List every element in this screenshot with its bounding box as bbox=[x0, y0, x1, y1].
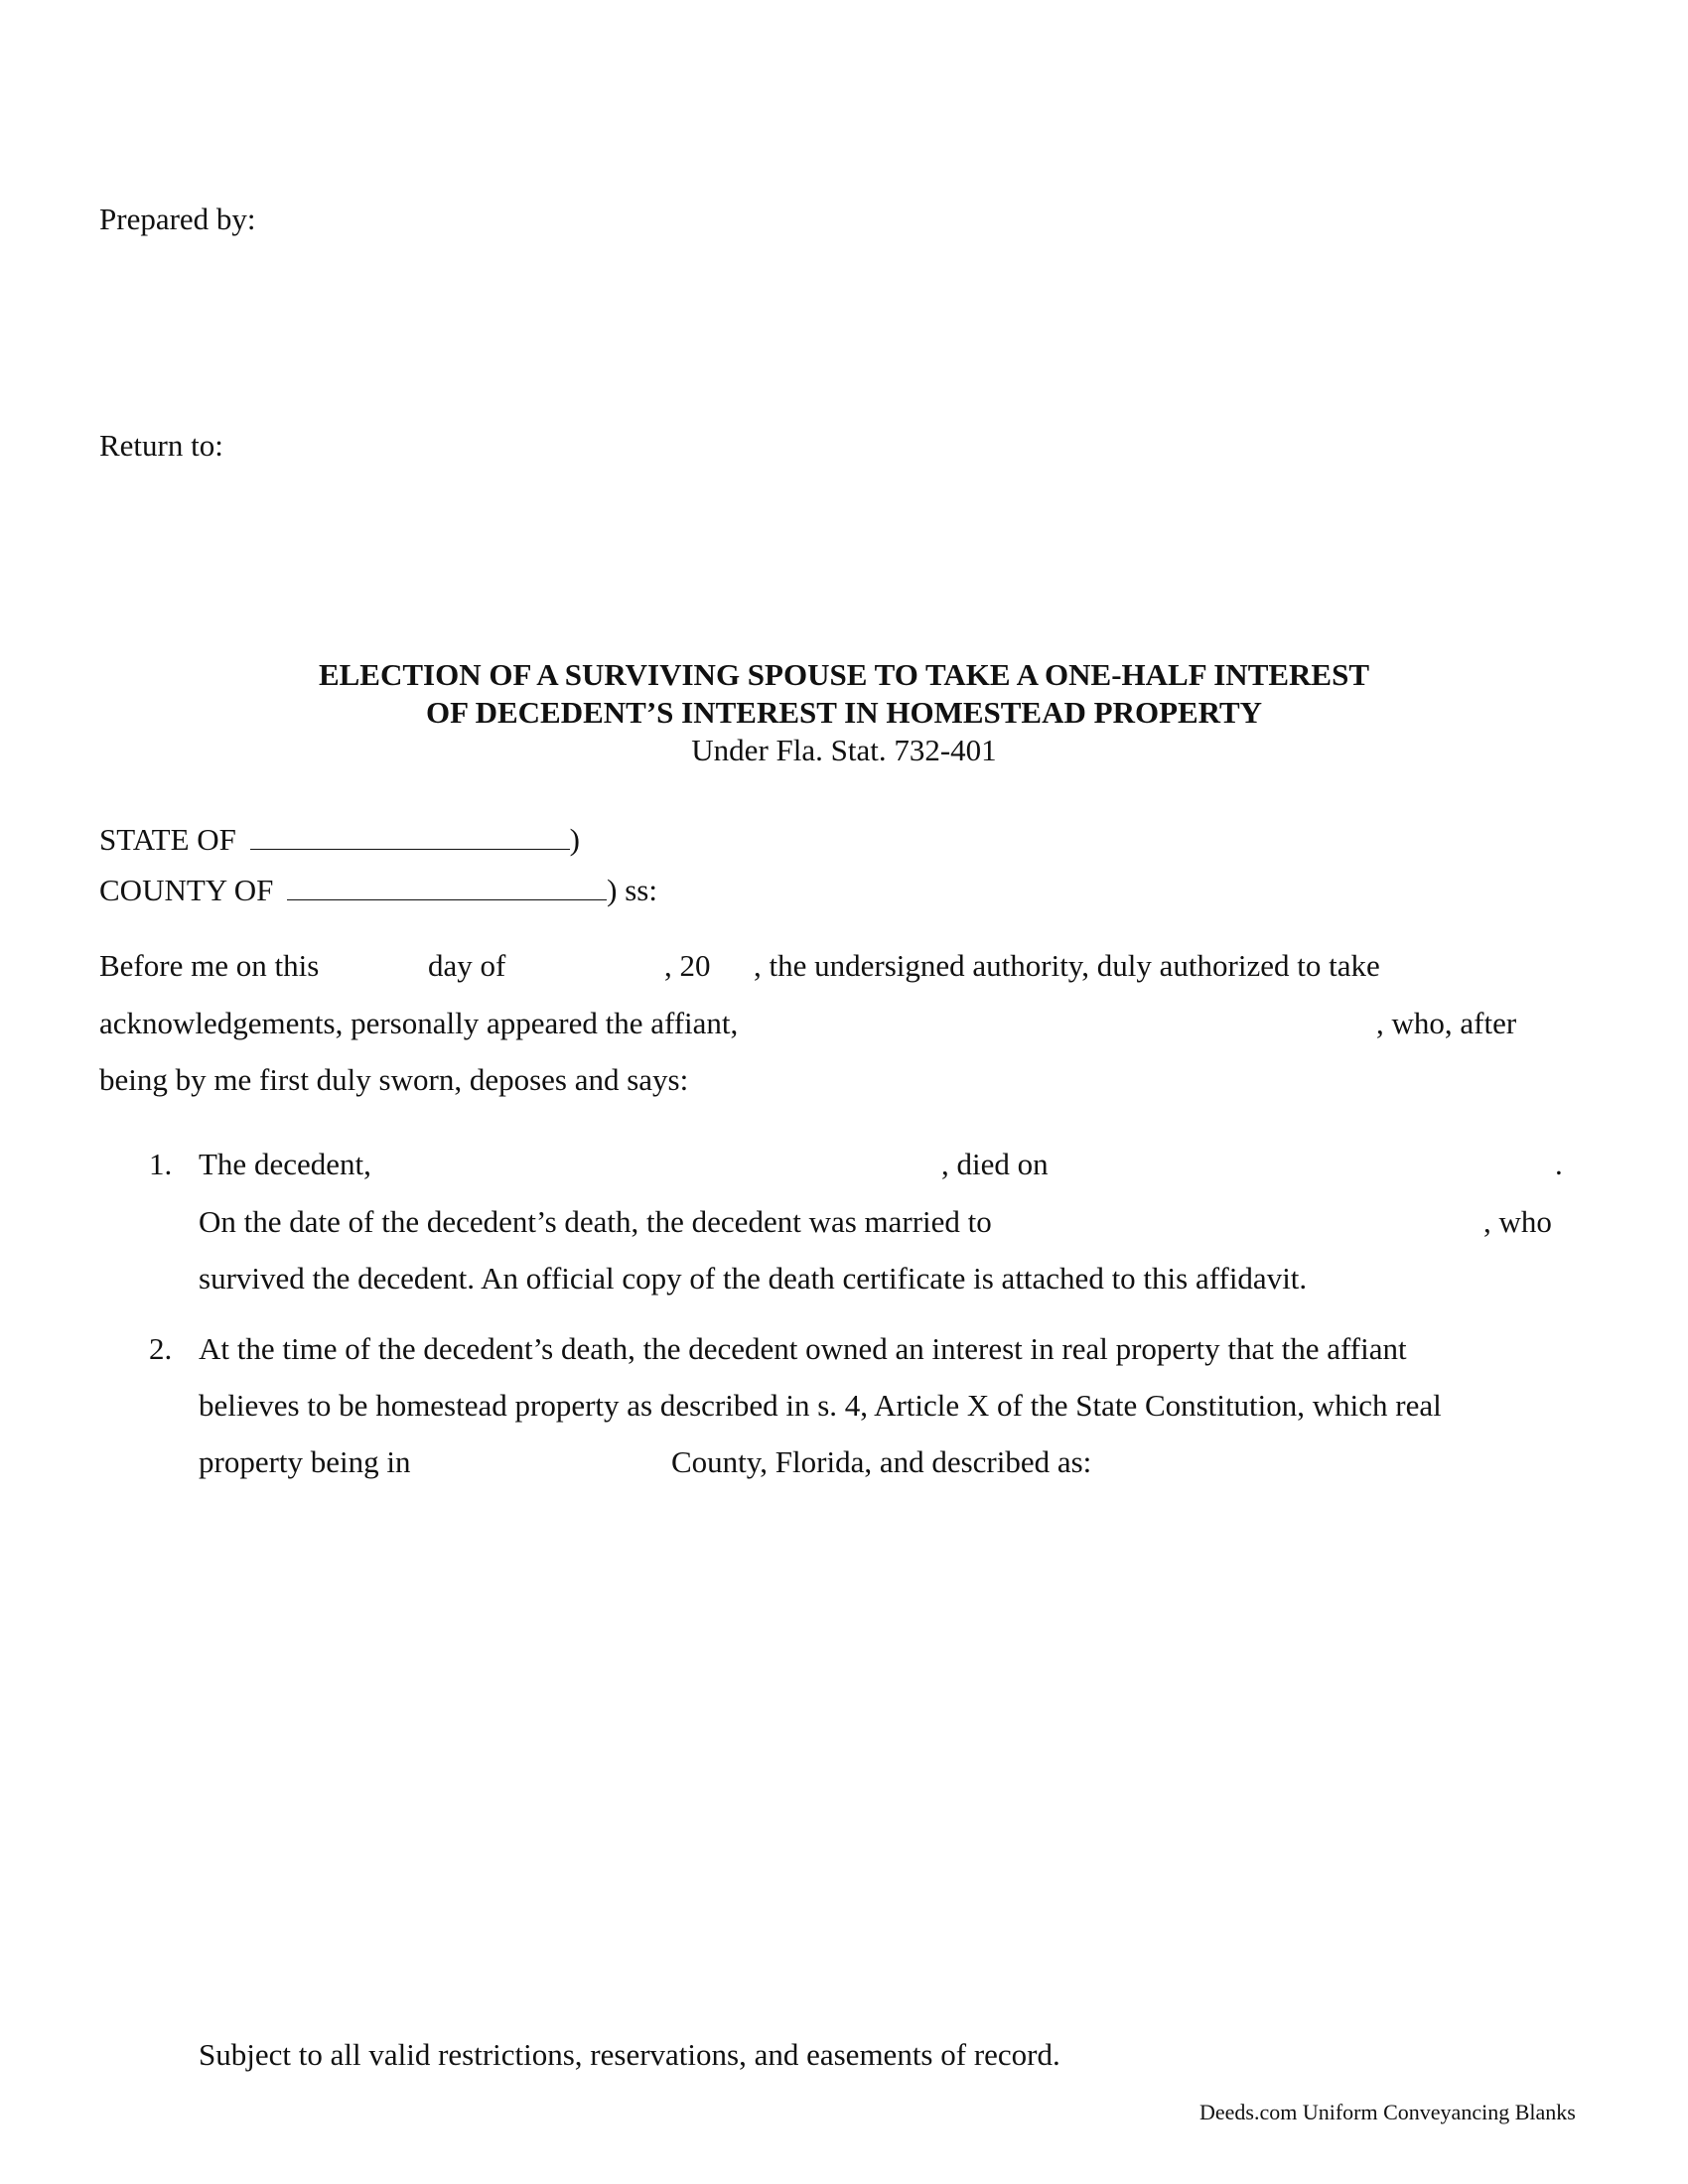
footer-branding: Deeds.com Uniform Conveyancing Blanks bbox=[1199, 2100, 1576, 2124]
item-1-died-on: , died on bbox=[941, 1147, 1049, 1181]
state-of-label: STATE OF bbox=[99, 822, 236, 857]
county-of-label: COUNTY OF bbox=[99, 873, 274, 907]
county-close-paren: ) ss: bbox=[607, 873, 657, 907]
item-1-number: 1. bbox=[149, 1147, 173, 1181]
intro-who-after: , who, after bbox=[1376, 1006, 1517, 1040]
intro-day-of: day of bbox=[428, 948, 506, 983]
intro-acknowledgements: acknowledgements, personally appeared the affiant, bbox=[99, 1006, 739, 1040]
item-2-line-1: At the time of the decedent’s death, the decedent owned an interest in real property that the affiant bbox=[199, 1331, 1407, 1366]
item-2-county-florida: County, Florida, and described as: bbox=[671, 1444, 1092, 1479]
state-close-paren: ) bbox=[569, 822, 580, 857]
state-venue-line bbox=[99, 820, 580, 860]
intro-undersigned: , the undersigned authority, duly authorized to take bbox=[754, 948, 1380, 983]
item-2-number: 2. bbox=[149, 1331, 173, 1366]
document-title-line-1: ELECTION OF A SURVIVING SPOUSE TO TAKE A ONE-HALF INTEREST bbox=[318, 657, 1370, 692]
item-1-decedent: The decedent, bbox=[199, 1147, 371, 1181]
statute-reference: Under Fla. Stat. 732-401 bbox=[691, 733, 997, 767]
item-1-who: , who bbox=[1483, 1204, 1552, 1239]
item-1-period: . bbox=[1555, 1147, 1563, 1181]
intro-sworn: being by me first duly sworn, deposes and says: bbox=[99, 1062, 689, 1097]
item-2-property-in: property being in bbox=[199, 1444, 411, 1479]
intro-year-prefix: , 20 bbox=[664, 948, 711, 983]
prepared-by-label: Prepared by: bbox=[99, 202, 256, 236]
subject-to-restrictions: Subject to all valid restrictions, reservations, and easements of record. bbox=[199, 2037, 1060, 2072]
item-1-survived: survived the decedent. An official copy of the death certificate is attached to this affidavit. bbox=[199, 1261, 1308, 1296]
return-to-label: Return to: bbox=[99, 428, 223, 463]
intro-before-me: Before me on this bbox=[99, 948, 320, 983]
county-blank[interactable] bbox=[287, 872, 607, 900]
item-2-line-2: believes to be homestead property as described in s. 4, Article X of the State Constitution, which real bbox=[199, 1388, 1442, 1423]
county-venue-line bbox=[99, 871, 657, 910]
state-blank[interactable] bbox=[250, 821, 570, 850]
item-1-married: On the date of the decedent’s death, the decedent was married to bbox=[199, 1204, 992, 1239]
document-title-line-2: OF DECEDENT’S INTEREST IN HOMESTEAD PROPERTY bbox=[425, 695, 1263, 730]
